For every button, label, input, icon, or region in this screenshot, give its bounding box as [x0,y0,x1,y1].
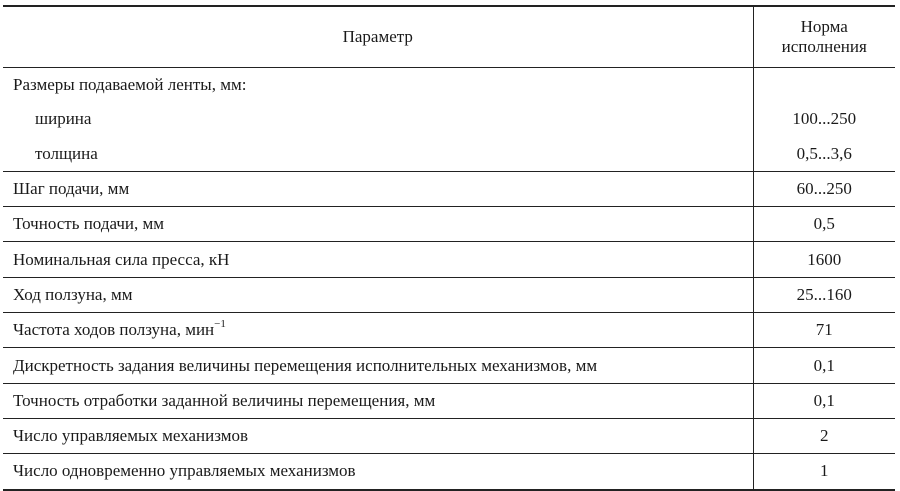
row-value: 60...250 [753,171,895,206]
row-value: 71 [753,313,895,348]
row-param: Число управляемых механизмов [3,418,753,453]
row-param: Шаг подачи, мм [3,171,753,206]
row-value: 25...160 [753,277,895,312]
row-param: Точность подачи, мм [3,207,753,242]
table-row [3,207,895,242]
table-header-row [3,6,895,68]
header-norm-line2: исполнения [781,37,867,56]
spec-table-wrapper [3,5,895,491]
table-row [3,68,895,103]
table-row [3,277,895,312]
table-row [3,171,895,206]
table-row [3,383,895,418]
row-value: 0,1 [753,383,895,418]
row-value: 0,5 [753,207,895,242]
row-param: толщина [35,143,98,163]
row-param: Номинальная сила пресса, кН [3,242,753,277]
header-norm [753,6,895,68]
row-value: 1600 [753,242,895,277]
row-param: Дискретность задания величины перемещения исполнительных механизмов, мм [3,348,753,383]
table-row [3,313,895,348]
spec-table [3,5,895,491]
row-value: 100...250 [753,102,895,136]
row-value: 2 [753,418,895,453]
row-param: Точность отработки заданной величины перемещения, мм [3,383,753,418]
table-row [3,348,895,383]
table-row [3,102,895,136]
row-param: Ход ползуна, мм [3,277,753,312]
header-param: Параметр [3,6,753,68]
row-param: Число одновременно управляемых механизмов [3,454,753,490]
table-row [3,418,895,453]
row-value: 0,1 [753,348,895,383]
table-row [3,137,895,172]
row-param-with-unit [3,313,753,348]
row-value: 0,5...3,6 [753,137,895,172]
row-param: Размеры подаваемой ленты, мм: [13,75,247,95]
table-row [3,242,895,277]
row-param-exponent: −1 [214,317,226,330]
row-value: 1 [753,454,895,490]
row-param: Частота ходов ползуна, мин [13,320,215,340]
row-value [753,68,895,103]
table-row [3,454,895,490]
header-norm-line1: Норма [800,17,848,36]
row-param: ширина [35,109,92,129]
